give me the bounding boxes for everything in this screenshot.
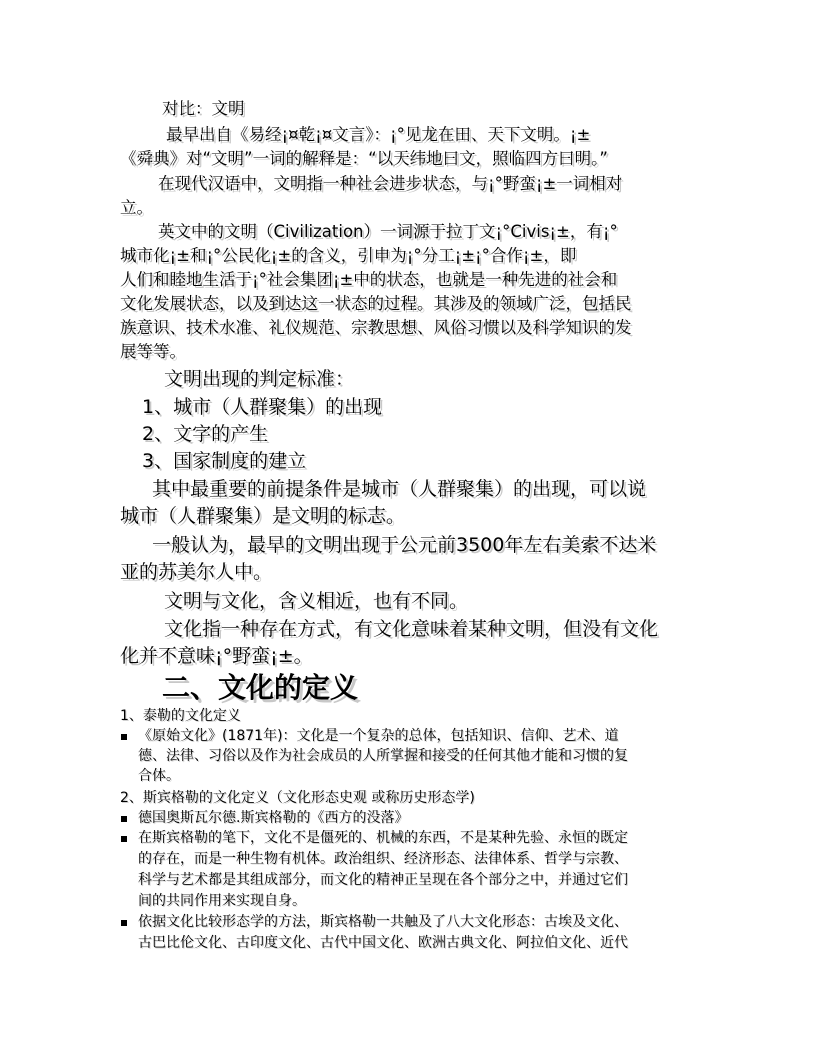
bullet-icon	[121, 734, 127, 740]
criteria-title: 文明出现的判定标准：	[164, 368, 355, 390]
bullet-organism-line-1: 在斯宾格勒的笔下，文化不是僵死的、机械的东西，不是某种先验、永恒的既定	[138, 830, 628, 846]
paragraph-similar: 文明与文化，含义相近，也有不同。	[164, 590, 469, 612]
subheading-tylor: 1、泰勒的文化定义	[120, 708, 241, 724]
bullet-spengler-book: 德国奥斯瓦尔德.斯宾格勒的《西方的没落》	[138, 810, 409, 826]
section-heading: 二、文化的定义	[162, 671, 359, 704]
bullet-tylor-line-1: 《原始文化》(1871年)：文化是一个复杂的总体，包括知识、信仰、艺术、道	[138, 728, 619, 744]
bullet-icon	[121, 836, 127, 842]
paragraph-city-line-2: 城市（人群聚集）是文明的标志。	[120, 505, 406, 527]
paragraph-modern-line-2: 立。	[120, 198, 153, 217]
paragraph-origin-line-2: 《舜典》对“文明”一词的解释是：“以天纬地曰文，照临四方曰明。”	[120, 149, 608, 168]
paragraph-sumer-line-1: 一般认为，最早的文明出现于公元前3500年左右美索不达米	[152, 534, 657, 556]
criteria-item-1: 1、城市（人群聚集）的出现	[142, 396, 383, 418]
paragraph-city-line-1: 其中最重要的前提条件是城市（人群聚集）的出现，可以说	[152, 478, 647, 500]
bullet-icon	[121, 816, 127, 822]
paragraph-culture-line-2: 化并不意味¡°野蛮¡±。	[120, 645, 313, 667]
paragraph-culture-line-1: 文化指一种存在方式，有文化意味着某种文明，但没有文化	[164, 618, 659, 640]
paragraph-english-line-5: 族意识、技术水准、礼仪规范、宗教思想、风俗习惯以及科学知识的发	[120, 318, 632, 337]
criteria-item-3: 3、国家制度的建立	[142, 450, 307, 472]
bullet-organism-line-2: 的存在，而是一种生物有机体。政治组织、经济形态、法律体系、哲学与宗教、	[138, 851, 628, 867]
paragraph-sumer-line-2: 亚的苏美尔人中。	[120, 561, 273, 583]
bullet-eight-cultures-line-2: 古巴比伦文化、古印度文化、古代中国文化、欧洲古典文化、阿拉伯文化、近代	[138, 935, 628, 951]
bullet-organism-line-4: 间的共同作用来实现自身。	[138, 893, 306, 909]
bullet-tylor-line-2: 德、法律、习俗以及作为社会成员的人所掌握和接受的任何其他才能和习惯的复	[138, 748, 628, 764]
paragraph-modern-line-1: 在现代汉语中，文明指一种社会进步状态，与¡°野蛮¡±一词相对	[158, 174, 623, 193]
paragraph-english-line-3: 人们和睦地生活于¡°社会集团¡±中的状态，也就是一种先进的社会和	[120, 270, 618, 289]
bullet-organism-line-3: 科学与艺术都是其组成部分，而文化的精神正呈现在各个部分之中，并通过它们	[138, 872, 628, 888]
criteria-item-2: 2、文字的产生	[142, 423, 269, 445]
paragraph-english-line-4: 文化发展状态，以及到达这一状态的过程。其涉及的领域广泛，包括民	[120, 294, 632, 313]
subheading-spengler: 2、斯宾格勒的文化定义（文化形态史观 或称历史形态学)	[120, 790, 475, 806]
paragraph-origin-line-1: 最早出自《易经¡¤乾¡¤文言》：¡°见龙在田、天下文明。¡±	[166, 125, 591, 144]
paragraph-english-line-2: 城市化¡±和¡°公民化¡±的含义，引申为¡°分工¡±¡°合作¡±，即	[120, 246, 577, 265]
paragraph-english-line-1: 英文中的文明（Civilization）一词源于拉丁文¡°Civis¡±，有¡°	[158, 222, 618, 241]
paragraph-english-line-6: 展等等。	[120, 342, 186, 361]
bullet-tylor-line-3: 合体。	[138, 768, 180, 784]
bullet-icon	[121, 920, 127, 926]
comparison-title: 对比：文明	[162, 99, 245, 118]
bullet-eight-cultures-line-1: 依据文化比较形态学的方法，斯宾格勒一共触及了八大文化形态：古埃及文化、	[138, 914, 628, 930]
